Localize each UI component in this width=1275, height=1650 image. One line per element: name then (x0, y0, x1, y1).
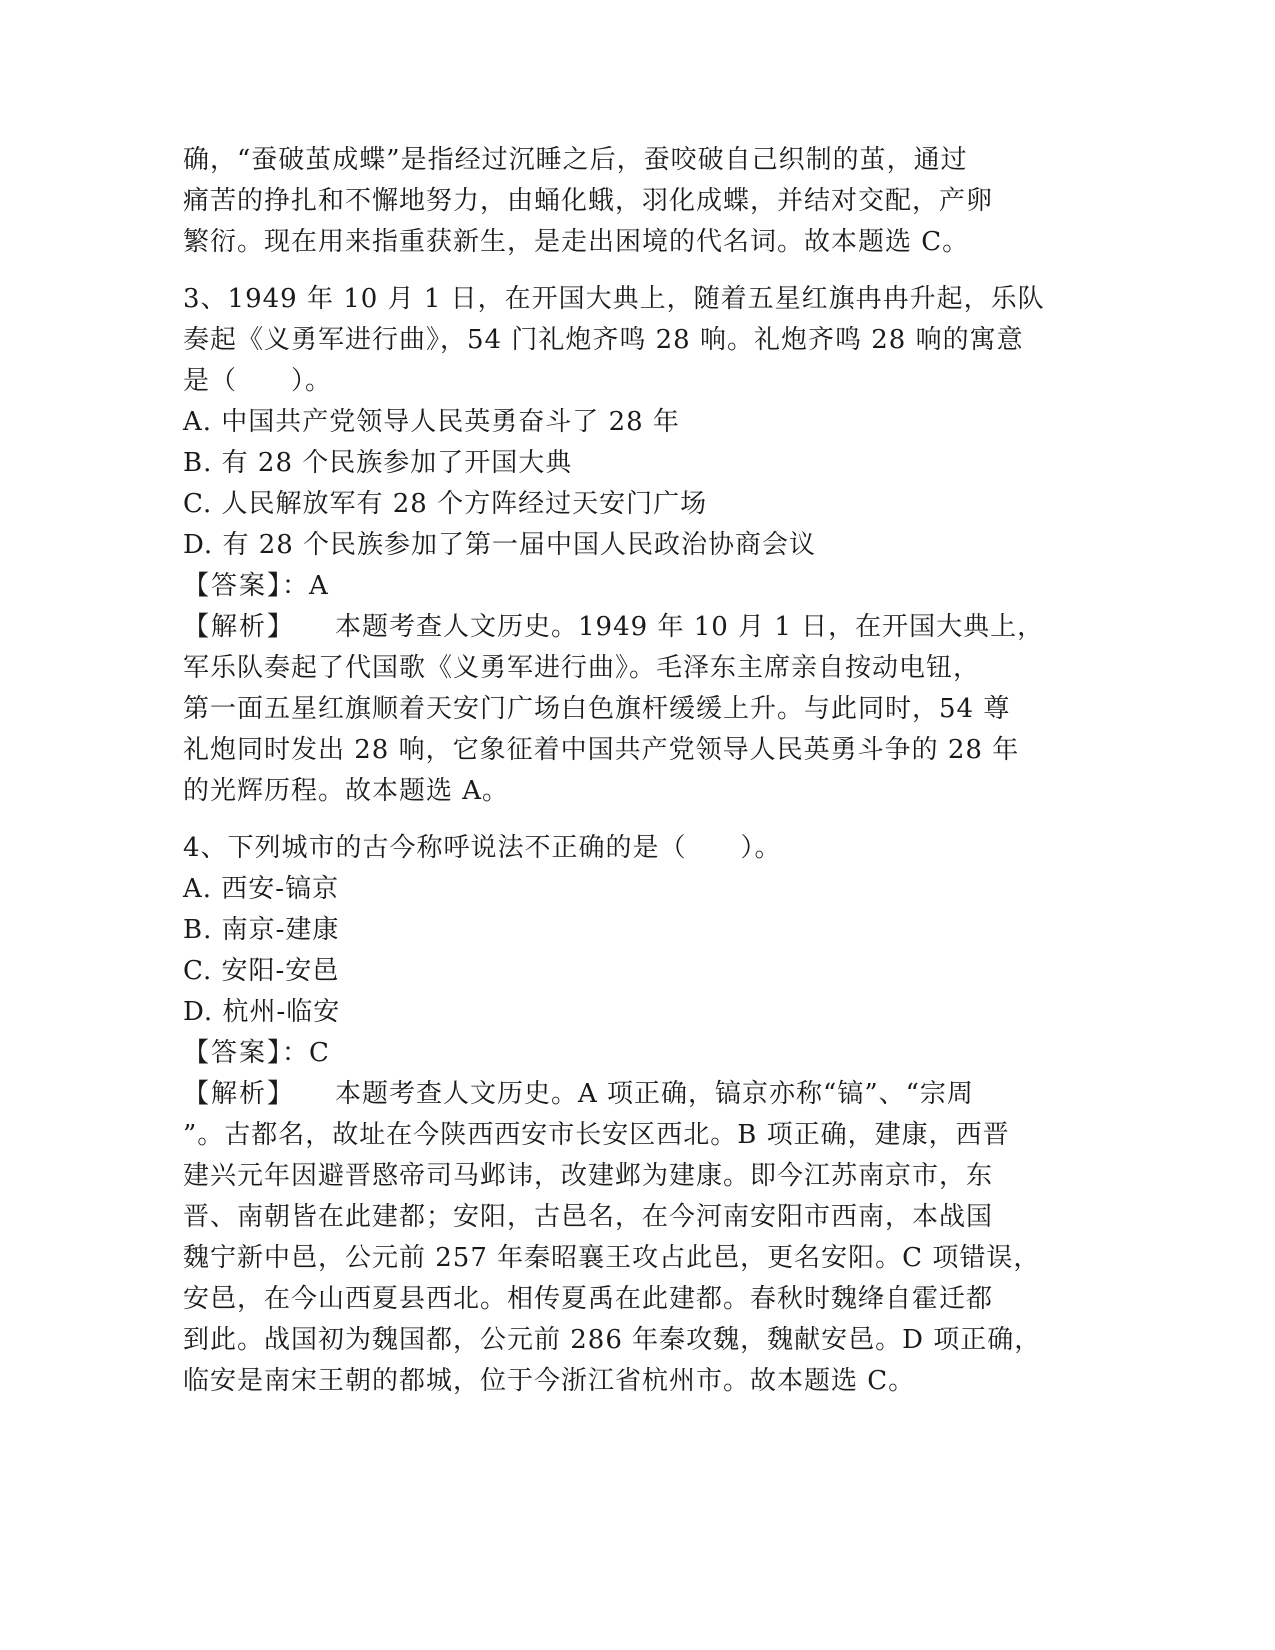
analysis-text: 的光辉历程。故本题选 A。 (183, 776, 510, 806)
text-line: 确，“蚕破茧成蝶”是指经过沉睡之后，蚕咬破自己织制的茧，通过 (183, 145, 968, 175)
answer-value: A (309, 571, 329, 601)
answer-line (183, 566, 1063, 607)
question-stem: 奏起《义勇军进行曲》，54 门礼炮齐鸣 28 响。礼炮齐鸣 28 响的寓意 (183, 325, 1024, 355)
analysis-text: 军乐队奏起了代国歌《义勇军进行曲》。毛泽东主席亲自按动电钮， (183, 653, 981, 683)
analysis-text: 本题考查人文历史。A 项正确，镐京亦称“镐”、“宗周 (335, 1079, 974, 1109)
analysis-text: 安邑，在今山西夏县西北。相传夏禹在此建都。春秋时魏绛自霍迁都 (183, 1284, 994, 1314)
option-d: D. 有 28 个民族参加了第一届中国人民政治协商会议 (183, 530, 817, 560)
answer-label: 【答案】 (183, 571, 283, 601)
analysis-text: 晋、南朝皆在此建都；安阳，古邑名，在今河南安阳市西南，本战国 (183, 1202, 994, 1232)
question-stem: 4、下列城市的古今称呼说法不正确的是（ ）。 (183, 833, 782, 863)
answer-separator: ： (282, 1038, 310, 1068)
analysis-line (183, 607, 1063, 648)
document-page (183, 140, 1063, 1402)
option-c: C. 安阳-安邑 (183, 956, 340, 986)
option-b: B. 南京-建康 (183, 915, 340, 945)
option-c: C. 人民解放军有 28 个方阵经过天安门广场 (183, 489, 708, 519)
analysis-text: ”。古都名，故址在今陕西西安市长安区西北。B 项正确，建康，西晋 (183, 1120, 1010, 1150)
analysis-text: 建兴元年因避晋愍帝司马邺讳，改建邺为建康。即今江苏南京市，东 (183, 1161, 994, 1191)
analysis-text: 魏宁新中邑，公元前 257 年秦昭襄王攻占此邑，更名安阳。C 项错误， (183, 1243, 1041, 1273)
analysis-line (183, 1074, 1063, 1115)
question-3 (183, 279, 1063, 812)
question-stem: 3、1949 年 10 月 1 日，在开国大典上，随着五星红旗冉冉升起，乐队 (183, 284, 1045, 314)
question-4 (183, 828, 1063, 1402)
option-d: D. 杭州-临安 (183, 997, 341, 1027)
answer-value: C (309, 1038, 330, 1068)
analysis-text: 礼炮同时发出 28 响，它象征着中国共产党领导人民英勇斗争的 28 年 (183, 735, 1020, 765)
analysis-text: 临安是南宋王朝的都城，位于今浙江省杭州市。故本题选 C。 (183, 1366, 916, 1396)
option-a: A. 西安-镐京 (183, 874, 340, 904)
question-stem: 是（ ）。 (183, 366, 333, 396)
option-b: B. 有 28 个民族参加了开国大典 (183, 448, 573, 478)
answer-label: 【答案】 (183, 1038, 283, 1068)
prev-explanation (183, 140, 1063, 263)
analysis-text: 本题考查人文历史。1949 年 10 月 1 日，在开国大典上， (335, 612, 1045, 642)
analysis-label: 【解析】 (183, 1079, 296, 1109)
text-line: 痛苦的挣扎和不懈地努力，由蛹化蛾，羽化成蝶，并结对交配，产卵 (183, 186, 994, 216)
answer-separator: ： (282, 571, 310, 601)
text-line: 繁衍。现在用来指重获新生，是走出困境的代名词。故本题选 C。 (183, 227, 970, 257)
analysis-text: 第一面五星红旗顺着天安门广场白色旗杆缓缓上升。与此同时，54 尊 (183, 694, 1011, 724)
analysis-label: 【解析】 (183, 612, 296, 642)
answer-line (183, 1033, 1063, 1074)
option-a: A. 中国共产党领导人民英勇奋斗了 28 年 (183, 407, 680, 437)
analysis-text: 到此。战国初为魏国都，公元前 286 年秦攻魏，魏献安邑。D 项正确， (183, 1325, 1042, 1355)
